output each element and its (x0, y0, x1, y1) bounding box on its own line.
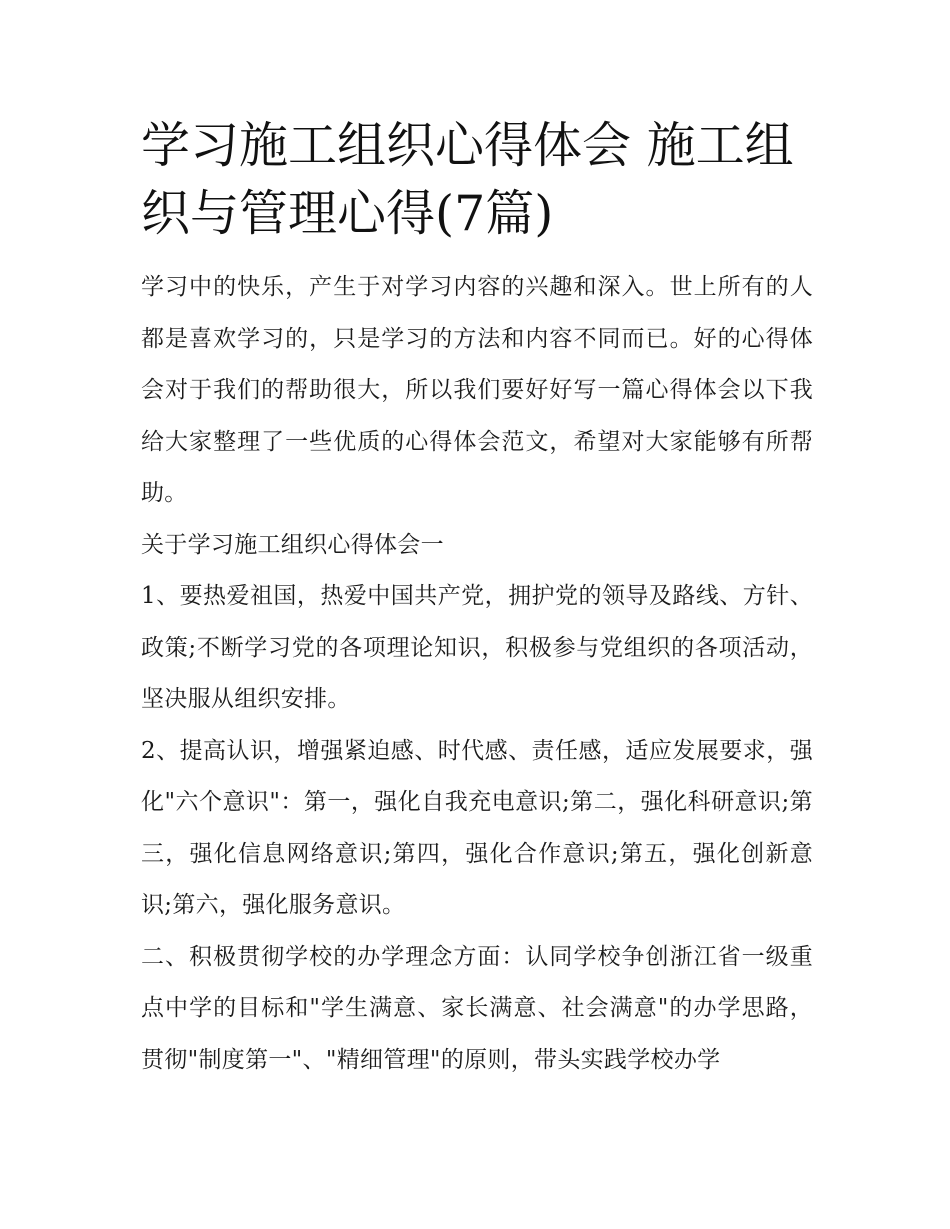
document-page (141, 112, 813, 1086)
intro-paragraph: 学习中的快乐，产生于对学习内容的兴趣和深入。世上所有的人都是喜欢学习的，只是学习的方法和内容不同而已。好的心得体会对于我们的帮助很大，所以我们要好好写一篇心得体会以下我给大家整理了一些优质的心得体会范文，希望对大家能够有所帮助。 (141, 274, 813, 506)
section-heading: 关于学习施工组织心得体会一 (141, 531, 444, 558)
list-item: 1、要热爱祖国，热爱中国共产党，拥护党的领导及路线、方针、政策;不断学习党的各项理论知识，积极参与党组织的各项活动，坚决服从组织安排。 (141, 583, 813, 712)
section-paragraph: 二、积极贯彻学校的办学理念方面：认同学校争创浙江省一级重点中学的目标和"学生满意、家长满意、社会满意"的办学思路，贯彻"制度第一"、"精细管理"的原则，带头实践学校办学 (141, 943, 813, 1073)
document-title: 学习施工组织心得体会 施工组织与管理心得(7篇) (141, 117, 794, 242)
list-item: 2、提高认识，增强紧迫感、时代感、责任感，适应发展要求，强化"六个意识"：第一，强化自我充电意识;第二，强化科研意识;第三，强化信息网络意识;第四，强化合作意识;第五，强化创新意识;第六，强化服务意识。 (141, 737, 813, 918)
document-body (141, 262, 813, 1086)
